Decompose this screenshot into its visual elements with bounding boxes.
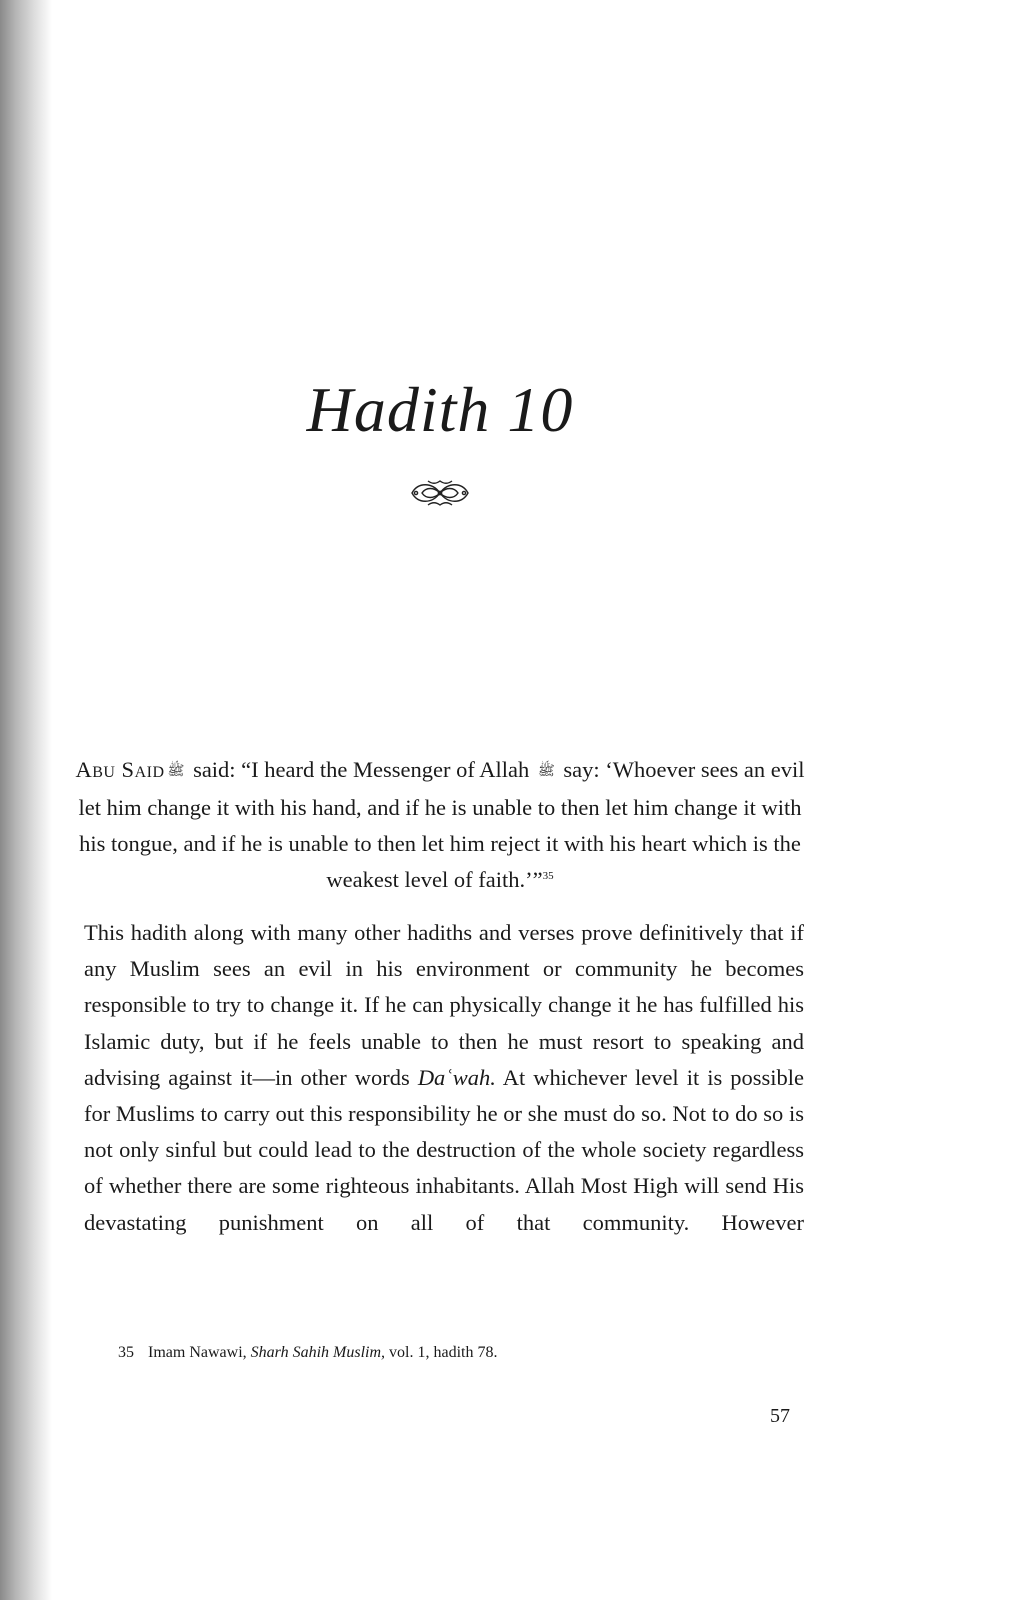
footnote [118,1342,798,1364]
footnote-work-title: Sharh Sahih Muslim, [250,1344,386,1361]
hadith-intro: said: “I heard the Messenger of Allah [187,757,535,782]
hadith-quote [70,752,810,898]
commentary-text-part-1: This hadith along with many other hadiths and verses prove definitively that if any Muslim sees an evil in his environment or community he becomes responsible to try to change it. If he can physically change it he has fulfilled his Islamic duty, but if he feels unable to then he must resort to speaking and advising against it—in other words [84,920,804,1090]
footnote-author: Imam Nawawi, [148,1344,251,1361]
footnote-reference: 35 [542,870,554,882]
floral-ornament-icon [408,478,472,508]
commentary-text-part-2: At whichever level it is possible for Muslims to carry out this responsibility he or she must do so. Not to do so is not only sinful but could lead to the destruction of the whole society regardless of whether there are some righteous inhabitants. Allah Most High will send His devastating punishment on all of that community. However [84,1064,804,1235]
footnote-number: 35 [118,1344,134,1361]
hadith-text: say: ‘Whoever sees an evil let him change it with his hand, and if he is unable to then let him change it with his tongue, and if he is unable to then let him reject it with his heart which is the weakest level of faith.’” [78,757,805,892]
honorific-glyph-prophet: ﷺ [537,764,555,779]
narrator-name: Abu Said [75,757,165,782]
honorific-glyph-narrator: ﷺ [167,764,185,779]
commentary-paragraph [84,915,804,1241]
dawah-term: Daʿwah. [417,1064,496,1090]
footnote-reference-detail: vol. 1, hadith 78. [385,1344,498,1361]
page-number: 57 [770,1405,790,1427]
chapter-title: Hadith 10 [306,374,574,445]
